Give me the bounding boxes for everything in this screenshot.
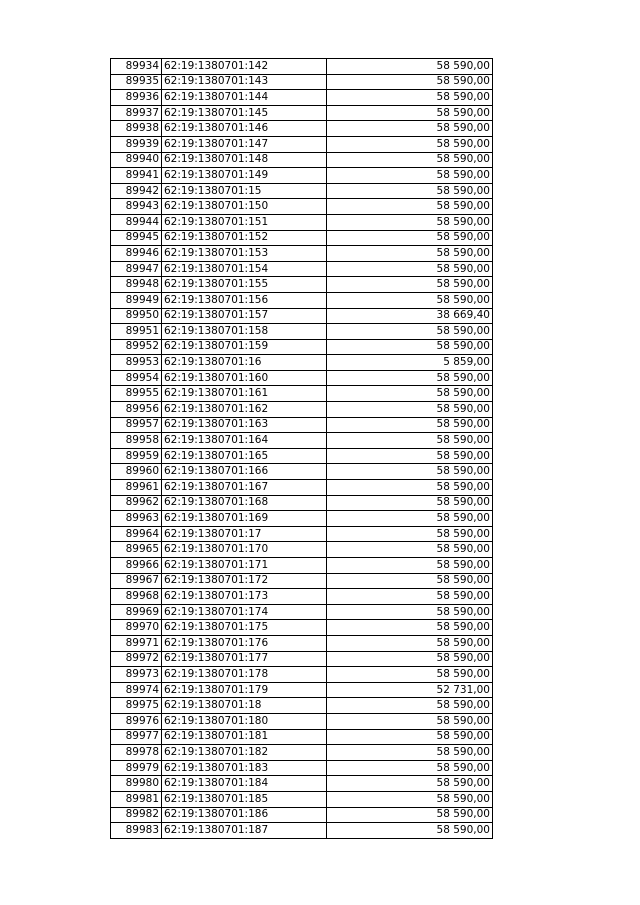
cadastral-number-cell: 62:19:1380701:148 — [162, 152, 327, 168]
row-number-cell: 89935 — [111, 74, 162, 90]
value-cell: 58 590,00 — [327, 417, 493, 433]
row-number-cell: 89970 — [111, 620, 162, 636]
cadastral-number-cell: 62:19:1380701:149 — [162, 168, 327, 184]
table-row — [111, 823, 493, 839]
cadastral-number-cell: 62:19:1380701:157 — [162, 308, 327, 324]
table-row — [111, 339, 493, 355]
value-cell: 38 669,40 — [327, 308, 493, 324]
cadastral-number-cell: 62:19:1380701:180 — [162, 713, 327, 729]
table-row — [111, 355, 493, 371]
cadastral-number-cell: 62:19:1380701:165 — [162, 448, 327, 464]
table-row — [111, 573, 493, 589]
cadastral-number-cell: 62:19:1380701:182 — [162, 745, 327, 761]
table-row — [111, 745, 493, 761]
value-cell: 58 590,00 — [327, 136, 493, 152]
value-cell: 58 590,00 — [327, 246, 493, 262]
row-number-cell: 89956 — [111, 402, 162, 418]
value-cell: 58 590,00 — [327, 59, 493, 75]
table-row — [111, 417, 493, 433]
table-row — [111, 152, 493, 168]
value-cell: 58 590,00 — [327, 776, 493, 792]
row-number-cell: 89940 — [111, 152, 162, 168]
table-row — [111, 214, 493, 230]
value-cell: 58 590,00 — [327, 386, 493, 402]
value-cell: 58 590,00 — [327, 464, 493, 480]
cadastral-number-cell: 62:19:1380701:17 — [162, 526, 327, 542]
cadastral-number-cell: 62:19:1380701:144 — [162, 90, 327, 106]
value-cell: 58 590,00 — [327, 495, 493, 511]
row-number-cell: 89972 — [111, 651, 162, 667]
cadastral-number-cell: 62:19:1380701:155 — [162, 277, 327, 293]
cadastral-number-cell: 62:19:1380701:153 — [162, 246, 327, 262]
table-row — [111, 729, 493, 745]
cadastral-number-cell: 62:19:1380701:163 — [162, 417, 327, 433]
table-row — [111, 511, 493, 527]
row-number-cell: 89960 — [111, 464, 162, 480]
value-cell: 58 590,00 — [327, 448, 493, 464]
value-cell: 58 590,00 — [327, 370, 493, 386]
row-number-cell: 89950 — [111, 308, 162, 324]
value-cell: 58 590,00 — [327, 698, 493, 714]
table-row — [111, 183, 493, 199]
cadastral-number-cell: 62:19:1380701:170 — [162, 542, 327, 558]
cadastral-number-cell: 62:19:1380701:142 — [162, 59, 327, 75]
value-cell: 58 590,00 — [327, 807, 493, 823]
row-number-cell: 89983 — [111, 823, 162, 839]
cadastral-number-cell: 62:19:1380701:160 — [162, 370, 327, 386]
cadastral-number-cell: 62:19:1380701:159 — [162, 339, 327, 355]
value-cell: 58 590,00 — [327, 152, 493, 168]
cadastral-number-cell: 62:19:1380701:186 — [162, 807, 327, 823]
table-row — [111, 776, 493, 792]
cadastral-number-cell: 62:19:1380701:162 — [162, 402, 327, 418]
cadastral-number-cell: 62:19:1380701:169 — [162, 511, 327, 527]
cadastral-number-cell: 62:19:1380701:156 — [162, 292, 327, 308]
row-number-cell: 89953 — [111, 355, 162, 371]
value-cell: 58 590,00 — [327, 292, 493, 308]
table-row — [111, 402, 493, 418]
table-row — [111, 121, 493, 137]
table-row — [111, 495, 493, 511]
cadastral-number-cell: 62:19:1380701:167 — [162, 480, 327, 496]
row-number-cell: 89974 — [111, 682, 162, 698]
table-row — [111, 277, 493, 293]
row-number-cell: 89977 — [111, 729, 162, 745]
row-number-cell: 89952 — [111, 339, 162, 355]
value-cell: 58 590,00 — [327, 589, 493, 605]
cadastral-number-cell: 62:19:1380701:177 — [162, 651, 327, 667]
cadastral-number-cell: 62:19:1380701:175 — [162, 620, 327, 636]
table-row — [111, 386, 493, 402]
row-number-cell: 89981 — [111, 791, 162, 807]
value-cell: 58 590,00 — [327, 635, 493, 651]
row-number-cell: 89948 — [111, 277, 162, 293]
cadastral-number-cell: 62:19:1380701:174 — [162, 604, 327, 620]
row-number-cell: 89965 — [111, 542, 162, 558]
row-number-cell: 89980 — [111, 776, 162, 792]
value-cell: 58 590,00 — [327, 713, 493, 729]
cadastral-number-cell: 62:19:1380701:179 — [162, 682, 327, 698]
table-row — [111, 199, 493, 215]
value-cell: 58 590,00 — [327, 480, 493, 496]
row-number-cell: 89961 — [111, 480, 162, 496]
cadastral-number-cell: 62:19:1380701:172 — [162, 573, 327, 589]
row-number-cell: 89979 — [111, 760, 162, 776]
cadastral-number-cell: 62:19:1380701:187 — [162, 823, 327, 839]
table-row — [111, 604, 493, 620]
table-row — [111, 526, 493, 542]
cadastral-number-cell: 62:19:1380701:183 — [162, 760, 327, 776]
row-number-cell: 89936 — [111, 90, 162, 106]
row-number-cell: 89982 — [111, 807, 162, 823]
cadastral-number-cell: 62:19:1380701:184 — [162, 776, 327, 792]
row-number-cell: 89968 — [111, 589, 162, 605]
value-cell: 58 590,00 — [327, 542, 493, 558]
table-row — [111, 230, 493, 246]
cadastral-number-cell: 62:19:1380701:147 — [162, 136, 327, 152]
row-number-cell: 89973 — [111, 667, 162, 683]
table-row — [111, 651, 493, 667]
table-row — [111, 807, 493, 823]
value-cell: 58 590,00 — [327, 667, 493, 683]
value-cell: 58 590,00 — [327, 729, 493, 745]
table-row — [111, 558, 493, 574]
cadastral-number-cell: 62:19:1380701:171 — [162, 558, 327, 574]
table-row — [111, 261, 493, 277]
table-row — [111, 713, 493, 729]
cadastral-number-cell: 62:19:1380701:161 — [162, 386, 327, 402]
cadastral-number-cell: 62:19:1380701:154 — [162, 261, 327, 277]
row-number-cell: 89967 — [111, 573, 162, 589]
row-number-cell: 89938 — [111, 121, 162, 137]
row-number-cell: 89966 — [111, 558, 162, 574]
table-row — [111, 542, 493, 558]
table-row — [111, 760, 493, 776]
cadastral-value-table — [110, 58, 493, 839]
table-row — [111, 168, 493, 184]
table-row — [111, 324, 493, 340]
value-cell: 58 590,00 — [327, 105, 493, 121]
value-cell: 58 590,00 — [327, 74, 493, 90]
value-cell: 58 590,00 — [327, 121, 493, 137]
table-row — [111, 433, 493, 449]
row-number-cell: 89975 — [111, 698, 162, 714]
table-row — [111, 292, 493, 308]
cadastral-number-cell: 62:19:1380701:18 — [162, 698, 327, 714]
table-row — [111, 59, 493, 75]
table-row — [111, 667, 493, 683]
table-row — [111, 791, 493, 807]
value-cell: 58 590,00 — [327, 90, 493, 106]
table-row — [111, 136, 493, 152]
value-cell: 58 590,00 — [327, 277, 493, 293]
row-number-cell: 89963 — [111, 511, 162, 527]
row-number-cell: 89954 — [111, 370, 162, 386]
row-number-cell: 89939 — [111, 136, 162, 152]
cadastral-number-cell: 62:19:1380701:164 — [162, 433, 327, 449]
row-number-cell: 89978 — [111, 745, 162, 761]
row-number-cell: 89958 — [111, 433, 162, 449]
row-number-cell: 89944 — [111, 214, 162, 230]
table-row — [111, 620, 493, 636]
table-row — [111, 698, 493, 714]
cadastral-number-cell: 62:19:1380701:158 — [162, 324, 327, 340]
row-number-cell: 89937 — [111, 105, 162, 121]
cadastral-number-cell: 62:19:1380701:151 — [162, 214, 327, 230]
cadastral-number-cell: 62:19:1380701:143 — [162, 74, 327, 90]
cadastral-number-cell: 62:19:1380701:145 — [162, 105, 327, 121]
cadastral-number-cell: 62:19:1380701:168 — [162, 495, 327, 511]
table-body — [111, 59, 493, 839]
table-row — [111, 308, 493, 324]
table-row — [111, 682, 493, 698]
table-row — [111, 448, 493, 464]
value-cell: 58 590,00 — [327, 199, 493, 215]
value-cell: 58 590,00 — [327, 823, 493, 839]
cadastral-number-cell: 62:19:1380701:16 — [162, 355, 327, 371]
value-cell: 58 590,00 — [327, 402, 493, 418]
cadastral-number-cell: 62:19:1380701:150 — [162, 199, 327, 215]
table-row — [111, 74, 493, 90]
row-number-cell: 89959 — [111, 448, 162, 464]
value-cell: 58 590,00 — [327, 573, 493, 589]
value-cell: 58 590,00 — [327, 526, 493, 542]
value-cell: 58 590,00 — [327, 261, 493, 277]
cadastral-number-cell: 62:19:1380701:146 — [162, 121, 327, 137]
table-row — [111, 635, 493, 651]
table-row — [111, 370, 493, 386]
cadastral-number-cell: 62:19:1380701:15 — [162, 183, 327, 199]
row-number-cell: 89964 — [111, 526, 162, 542]
value-cell: 58 590,00 — [327, 324, 493, 340]
row-number-cell: 89949 — [111, 292, 162, 308]
table-row — [111, 589, 493, 605]
table-row — [111, 464, 493, 480]
row-number-cell: 89962 — [111, 495, 162, 511]
value-cell: 58 590,00 — [327, 558, 493, 574]
row-number-cell: 89947 — [111, 261, 162, 277]
row-number-cell: 89969 — [111, 604, 162, 620]
value-cell: 58 590,00 — [327, 168, 493, 184]
value-cell: 58 590,00 — [327, 511, 493, 527]
value-cell: 58 590,00 — [327, 604, 493, 620]
value-cell: 58 590,00 — [327, 760, 493, 776]
table-row — [111, 480, 493, 496]
cadastral-number-cell: 62:19:1380701:173 — [162, 589, 327, 605]
row-number-cell: 89942 — [111, 183, 162, 199]
row-number-cell: 89934 — [111, 59, 162, 75]
value-cell: 58 590,00 — [327, 183, 493, 199]
table-row — [111, 105, 493, 121]
value-cell: 58 590,00 — [327, 214, 493, 230]
value-cell: 58 590,00 — [327, 791, 493, 807]
value-cell: 58 590,00 — [327, 651, 493, 667]
cadastral-number-cell: 62:19:1380701:166 — [162, 464, 327, 480]
row-number-cell: 89946 — [111, 246, 162, 262]
cadastral-number-cell: 62:19:1380701:178 — [162, 667, 327, 683]
cadastral-number-cell: 62:19:1380701:176 — [162, 635, 327, 651]
value-cell: 58 590,00 — [327, 339, 493, 355]
cadastral-number-cell: 62:19:1380701:152 — [162, 230, 327, 246]
value-cell: 52 731,00 — [327, 682, 493, 698]
value-cell: 58 590,00 — [327, 433, 493, 449]
table-row — [111, 90, 493, 106]
cadastral-number-cell: 62:19:1380701:185 — [162, 791, 327, 807]
value-cell: 5 859,00 — [327, 355, 493, 371]
cadastral-number-cell: 62:19:1380701:181 — [162, 729, 327, 745]
row-number-cell: 89943 — [111, 199, 162, 215]
row-number-cell: 89941 — [111, 168, 162, 184]
value-cell: 58 590,00 — [327, 620, 493, 636]
row-number-cell: 89976 — [111, 713, 162, 729]
row-number-cell: 89971 — [111, 635, 162, 651]
value-cell: 58 590,00 — [327, 230, 493, 246]
row-number-cell: 89951 — [111, 324, 162, 340]
value-cell: 58 590,00 — [327, 745, 493, 761]
table-row — [111, 246, 493, 262]
row-number-cell: 89945 — [111, 230, 162, 246]
row-number-cell: 89957 — [111, 417, 162, 433]
row-number-cell: 89955 — [111, 386, 162, 402]
